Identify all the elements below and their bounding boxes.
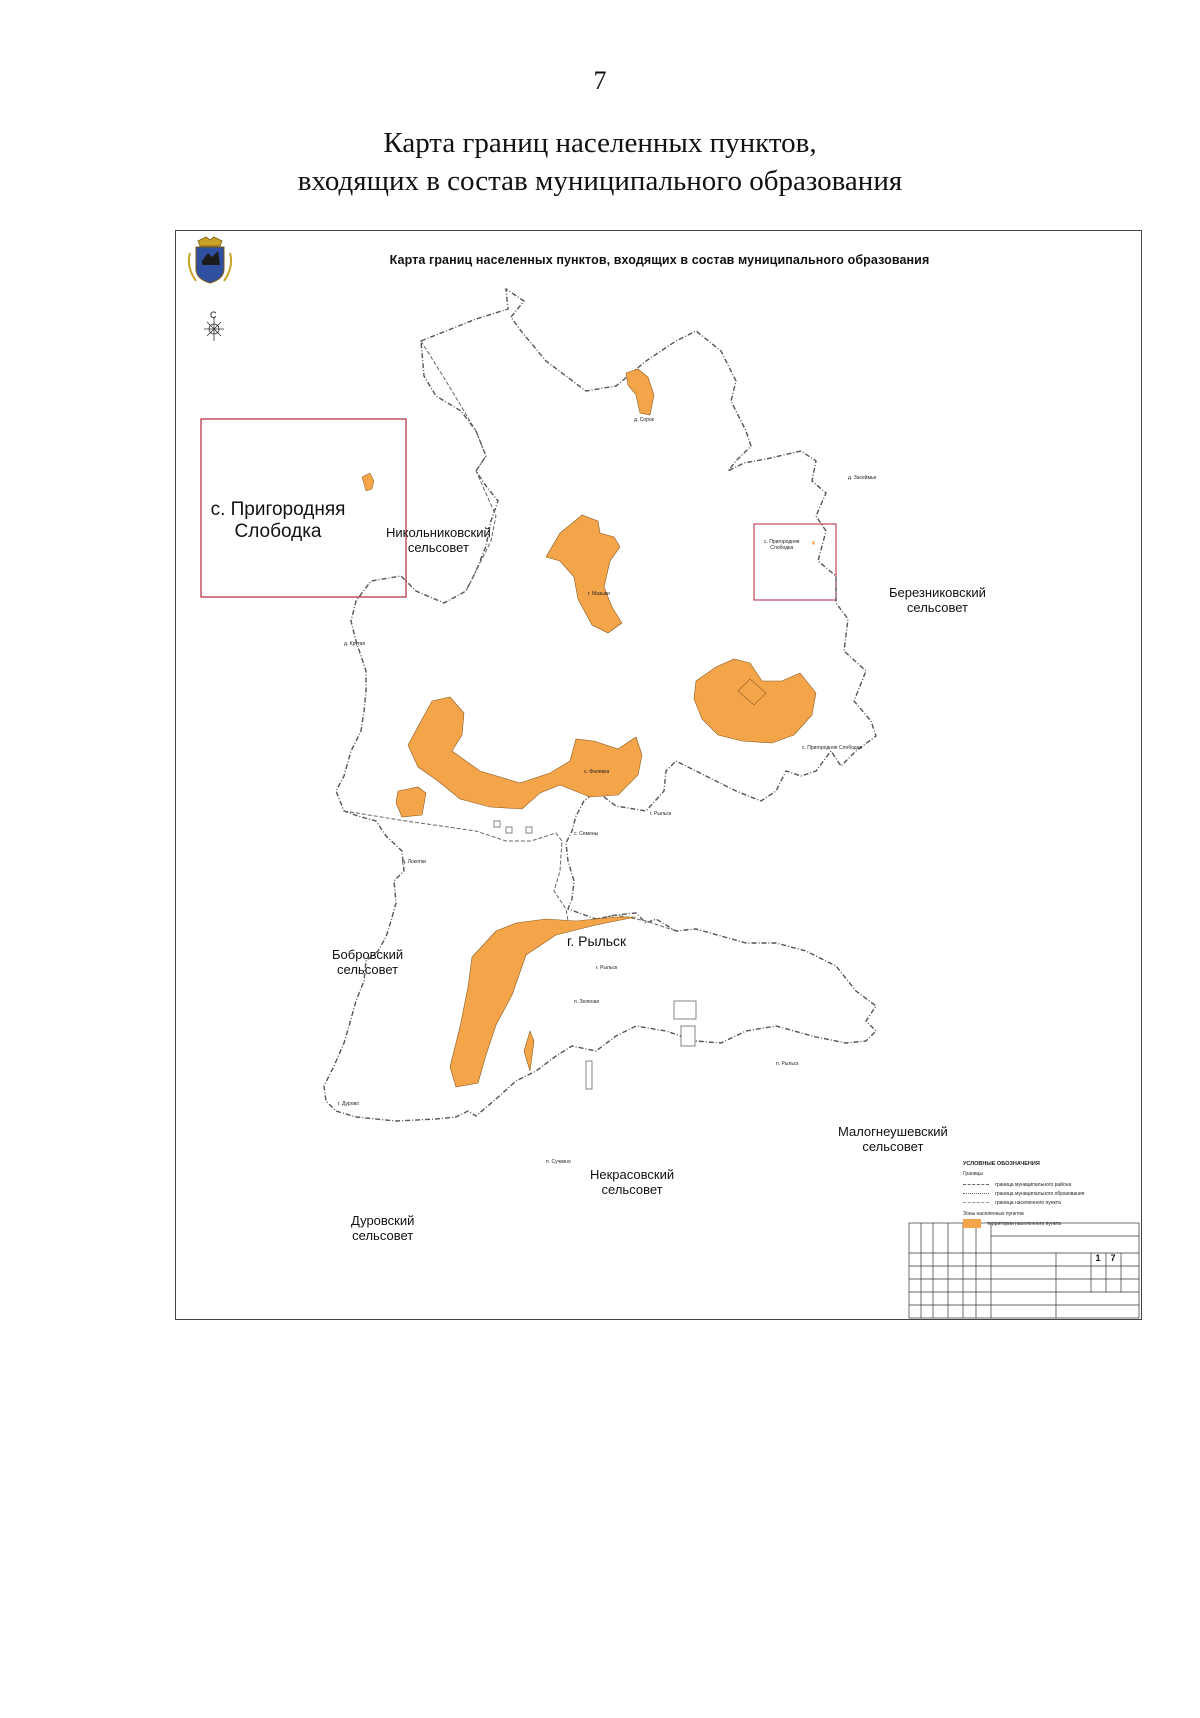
legend [963, 1161, 1103, 1228]
region-label-malogneushevsky-line-1: Малогнеушевский [838, 1124, 948, 1139]
legend-zones-title: Зоны населенных пунктов [963, 1211, 1024, 1217]
settlement-mazyki [546, 515, 622, 633]
inset-label-line-1: с. Пригородняя [210, 499, 346, 520]
settlement-label: г. Дурово [338, 1101, 359, 1107]
region-label-nekrasovsky-line-1: Некрасовский [590, 1167, 675, 1182]
inset-small-label-line-1: с. Пригородняя [764, 539, 800, 545]
region-label-nekrasovsky [590, 1167, 674, 1197]
settlement-lokotki [396, 787, 426, 817]
compass-letter: С [210, 310, 217, 320]
region-label-bereznikovsky-line-2: сельсовет [906, 600, 968, 615]
legend-item [963, 1219, 1103, 1228]
region-label-bobrovsky-line-1: Бобровский [332, 947, 404, 962]
inset-small-label-line-2: Слободка [770, 545, 794, 551]
settlement-label: г. Мазыки [588, 591, 610, 597]
legend-item [963, 1189, 1103, 1198]
settlement-label: с. Фалевка [584, 769, 610, 775]
region-label-nekrasovsky-line-2: сельсовет [601, 1182, 663, 1197]
document-title [0, 124, 1200, 200]
settlement-label: с. Семены [574, 831, 599, 837]
inset-small-settlement-shape [812, 541, 815, 545]
legend-item-label: граница муниципального района [995, 1181, 1072, 1188]
map-frame [175, 230, 1142, 1320]
legend-item-label: граница населенного пункта [995, 1199, 1061, 1206]
inset-settlement-shape [362, 473, 374, 491]
region-label-nikolnikovsky-line-1: Никольниковский [386, 525, 491, 540]
region-label-durovsky [351, 1213, 414, 1243]
page-number: 7 [593, 66, 607, 95]
document-title-line-1: Карта границ населенных пунктов, [383, 127, 817, 159]
inset-label-line-2: Слободка [234, 521, 322, 542]
settlement-areas [396, 369, 816, 1087]
settlement-label: п. Зеленая [574, 999, 600, 1005]
inset-box-small [754, 524, 836, 600]
region-label-durovsky-line-2: сельсовет [352, 1228, 414, 1243]
region-label-rylsk: г. Рыльск [567, 933, 627, 949]
map-canvas [176, 231, 1143, 1321]
legend-item [963, 1198, 1103, 1207]
legend-line-swatch [963, 1202, 989, 1203]
region-label-bobrovsky-line-2: сельсовет [337, 962, 399, 977]
legend-title: УСЛОВНЫЕ ОБОЗНАЧЕНИЯ [963, 1161, 1040, 1167]
region-label-malogneushevsky-line-2: сельсовет [862, 1139, 924, 1154]
legend-fill-swatch [963, 1219, 981, 1228]
settlement-label: п. Рыльск [776, 1061, 799, 1067]
settlement-label: с. Пригородняя Слободка [802, 745, 862, 751]
document-title-line-2: входящих в состав муниципального образования [297, 165, 903, 197]
settlement-prigorodnaya [694, 659, 816, 743]
legend-item [963, 1180, 1103, 1189]
settlement-label: д. Сорок [634, 417, 654, 423]
stamp-sheet-number: 1 [1095, 1253, 1101, 1263]
settlement-label: д. Кругая [344, 641, 366, 647]
region-label-bereznikovsky [889, 585, 986, 615]
settlement-label: г. Рыльск [596, 965, 618, 971]
inset-label [203, 499, 353, 543]
settlement-label: д. Засеймье [848, 475, 877, 481]
inset-small-label [764, 539, 800, 551]
settlement-sorok [626, 369, 654, 415]
settlement-label: п. Сучкино [546, 1159, 571, 1165]
region-label-bobrovsky [332, 947, 403, 977]
region-label-durovsky-line-1: Дуровский [351, 1213, 415, 1228]
map-title: Карта границ населенных пунктов, входящих в состав муниципального образования [389, 253, 930, 267]
region-label-nikolnikovsky [386, 525, 491, 555]
legend-item-label: территории населенного пункта [987, 1220, 1061, 1227]
legend-line-swatch [963, 1184, 989, 1185]
settlement-falevka [408, 697, 642, 809]
legend-line-swatch [963, 1193, 989, 1194]
legend-item-label: граница муниципального образования [995, 1190, 1085, 1197]
legend-subtitle: Границы [963, 1171, 983, 1177]
north-arrow-icon [204, 317, 224, 341]
region-label-nikolnikovsky-line-2: сельсовет [407, 540, 469, 555]
stamp-sheets-total: 7 [1110, 1253, 1116, 1263]
title-block [909, 1220, 1139, 1318]
region-label-malogneushevsky [838, 1124, 948, 1154]
region-label-bereznikovsky-line-1: Березниковский [889, 585, 986, 600]
settlement-label: д. Локотки [402, 859, 426, 865]
settlement-label: г. Рыльск [650, 811, 672, 817]
